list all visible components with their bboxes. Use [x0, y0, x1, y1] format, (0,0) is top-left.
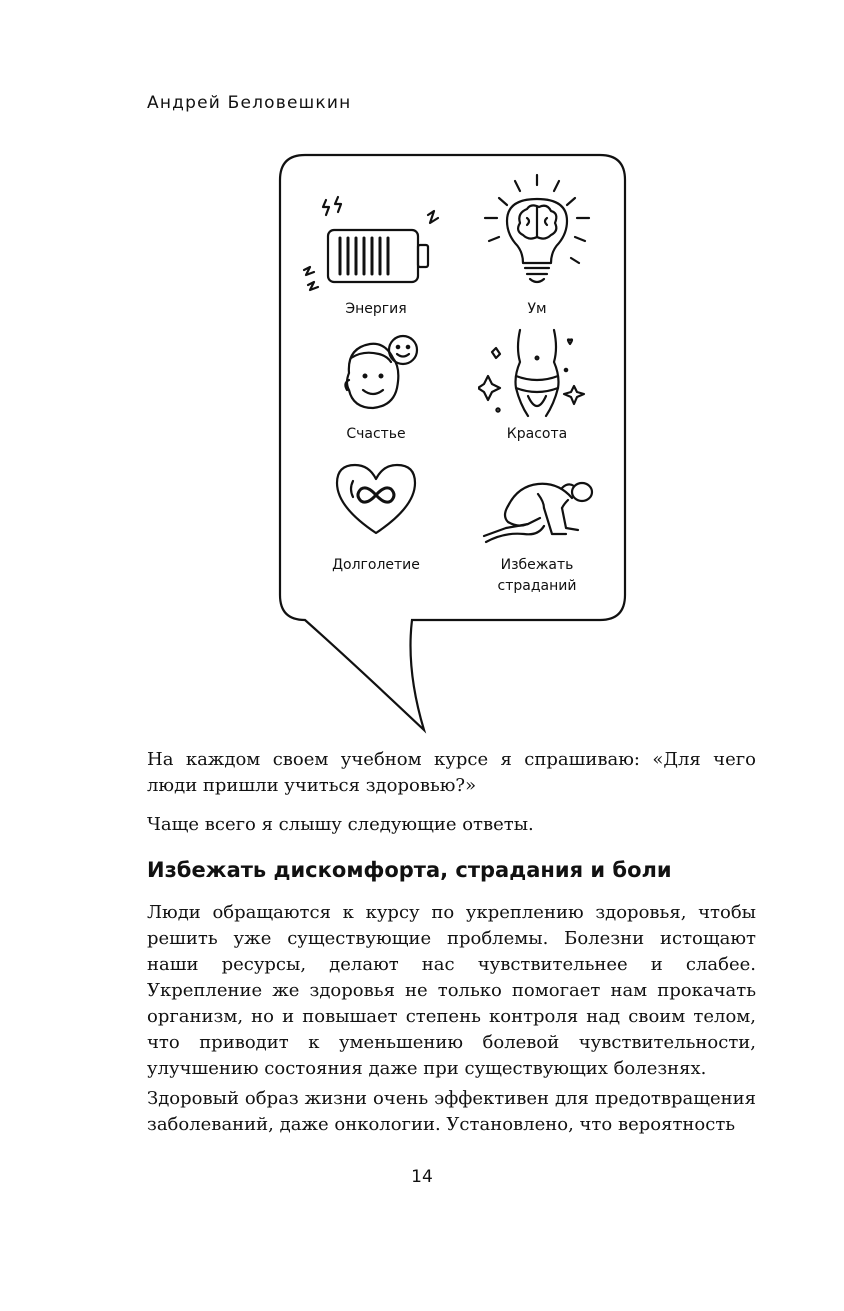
- paragraph-intro: На каждом своем учебном курсе я спрашиваю: «Для чего люди пришли учиться здоровью?»: [147, 749, 756, 796]
- paragraph-answers: Чаще всего я слышу следующие ответы.: [147, 814, 534, 835]
- battery-icon: [296, 185, 446, 300]
- running-header: Андрей Беловешкин: [147, 93, 352, 113]
- caption-avoid-suffering-line2: страданий: [497, 578, 577, 594]
- caption-beauty: Красота: [506, 426, 568, 442]
- paragraph-body-2: Здоровый образ жизни очень эффективен для предотвращения заболеваний, даже онкологии. Установлено, что вероятность: [147, 1088, 756, 1135]
- paragraph-body-1: Люди обращаются к курсу по укреплению здоровья, чтобы решить уже существующие проблемы. Болезни истощают наши ресурсы, делают нас чувствительнее и слабее. Укрепление же здоровья не только помогает нам прокачать организм, но и повышает степень контроля над своим телом, что приводит к уменьшению болевой чувствительности, улучшению состояния даже при существующих болезнях.: [147, 902, 756, 1079]
- infinity-heart-icon: [333, 459, 419, 539]
- caption-longevity: Долголетие: [332, 557, 420, 573]
- section-heading: Избежать дискомфорта, страдания и боли: [147, 858, 672, 882]
- body-sparkles-icon: [478, 326, 588, 421]
- caption-avoid-suffering: [457, 555, 617, 597]
- crouching-person-icon: [478, 472, 602, 544]
- happy-faces-icon: [335, 328, 425, 418]
- caption-happiness: Счастье: [346, 426, 406, 442]
- caption-energy: Энергия: [345, 301, 407, 317]
- caption-avoid-suffering-line1: Избежать: [500, 557, 574, 573]
- brain-lightbulb-icon: [475, 173, 595, 293]
- caption-mind: Ум: [527, 301, 547, 317]
- page-number: 14: [411, 1167, 433, 1187]
